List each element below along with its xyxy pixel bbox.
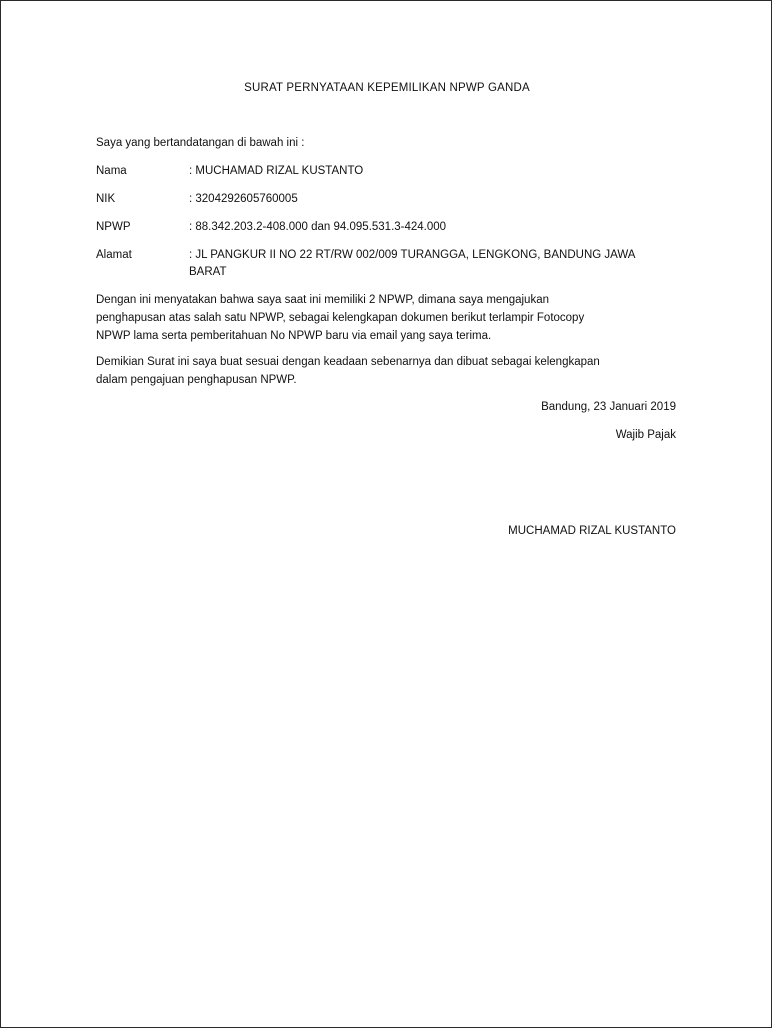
field-label-nik: NIK — [96, 193, 116, 205]
field-value-npwp: : 88.342.203.2-408.000 dan 94.095.531.3-424.000 — [189, 221, 447, 233]
field-label-nama: Nama — [96, 165, 127, 177]
signer-name: MUCHAMAD RIZAL KUSTANTO — [508, 525, 676, 537]
field-value-nama: : MUCHAMAD RIZAL KUSTANTO — [189, 165, 364, 177]
statement-paragraph — [96, 291, 681, 345]
field-label-npwp: NPWP — [96, 221, 131, 233]
field-label-alamat: Alamat — [96, 249, 132, 261]
field-value-nik: : 3204292605760005 — [189, 193, 298, 205]
statement-line-2: penghapusan atas salah satu NPWP, sebagai kelengkapan dokumen berikut terlampir Fotocopy — [96, 312, 585, 324]
closing-paragraph — [96, 353, 681, 389]
field-row-alamat — [96, 247, 676, 283]
field-value-alamat-line2: BARAT — [189, 266, 227, 278]
statement-line-3: NPWP lama serta pemberitahuan No NPWP baru via email yang saya terima. — [96, 330, 492, 342]
intro-text: Saya yang bertandatangan di bawah ini : — [96, 137, 305, 149]
document-title: SURAT PERNYATAAN KEPEMILIKAN NPWP GANDA — [244, 82, 530, 94]
place-date: Bandung, 23 Januari 2019 — [541, 401, 676, 413]
closing-line-2: dalam pengajuan penghapusan NPWP. — [96, 374, 297, 386]
closing-line-1: Demikian Surat ini saya buat sesuai dengan keadaan sebenarnya dan dibuat sebagai kelengkapan — [96, 356, 600, 368]
field-value-alamat-line1: : JL PANGKUR II NO 22 RT/RW 002/009 TURANGGA, LENGKONG, BANDUNG JAWA — [189, 249, 636, 261]
statement-line-1: Dengan ini menyatakan bahwa saya saat ini memiliki 2 NPWP, dimana saya mengajukan — [96, 294, 549, 306]
signer-role: Wajib Pajak — [615, 429, 676, 441]
